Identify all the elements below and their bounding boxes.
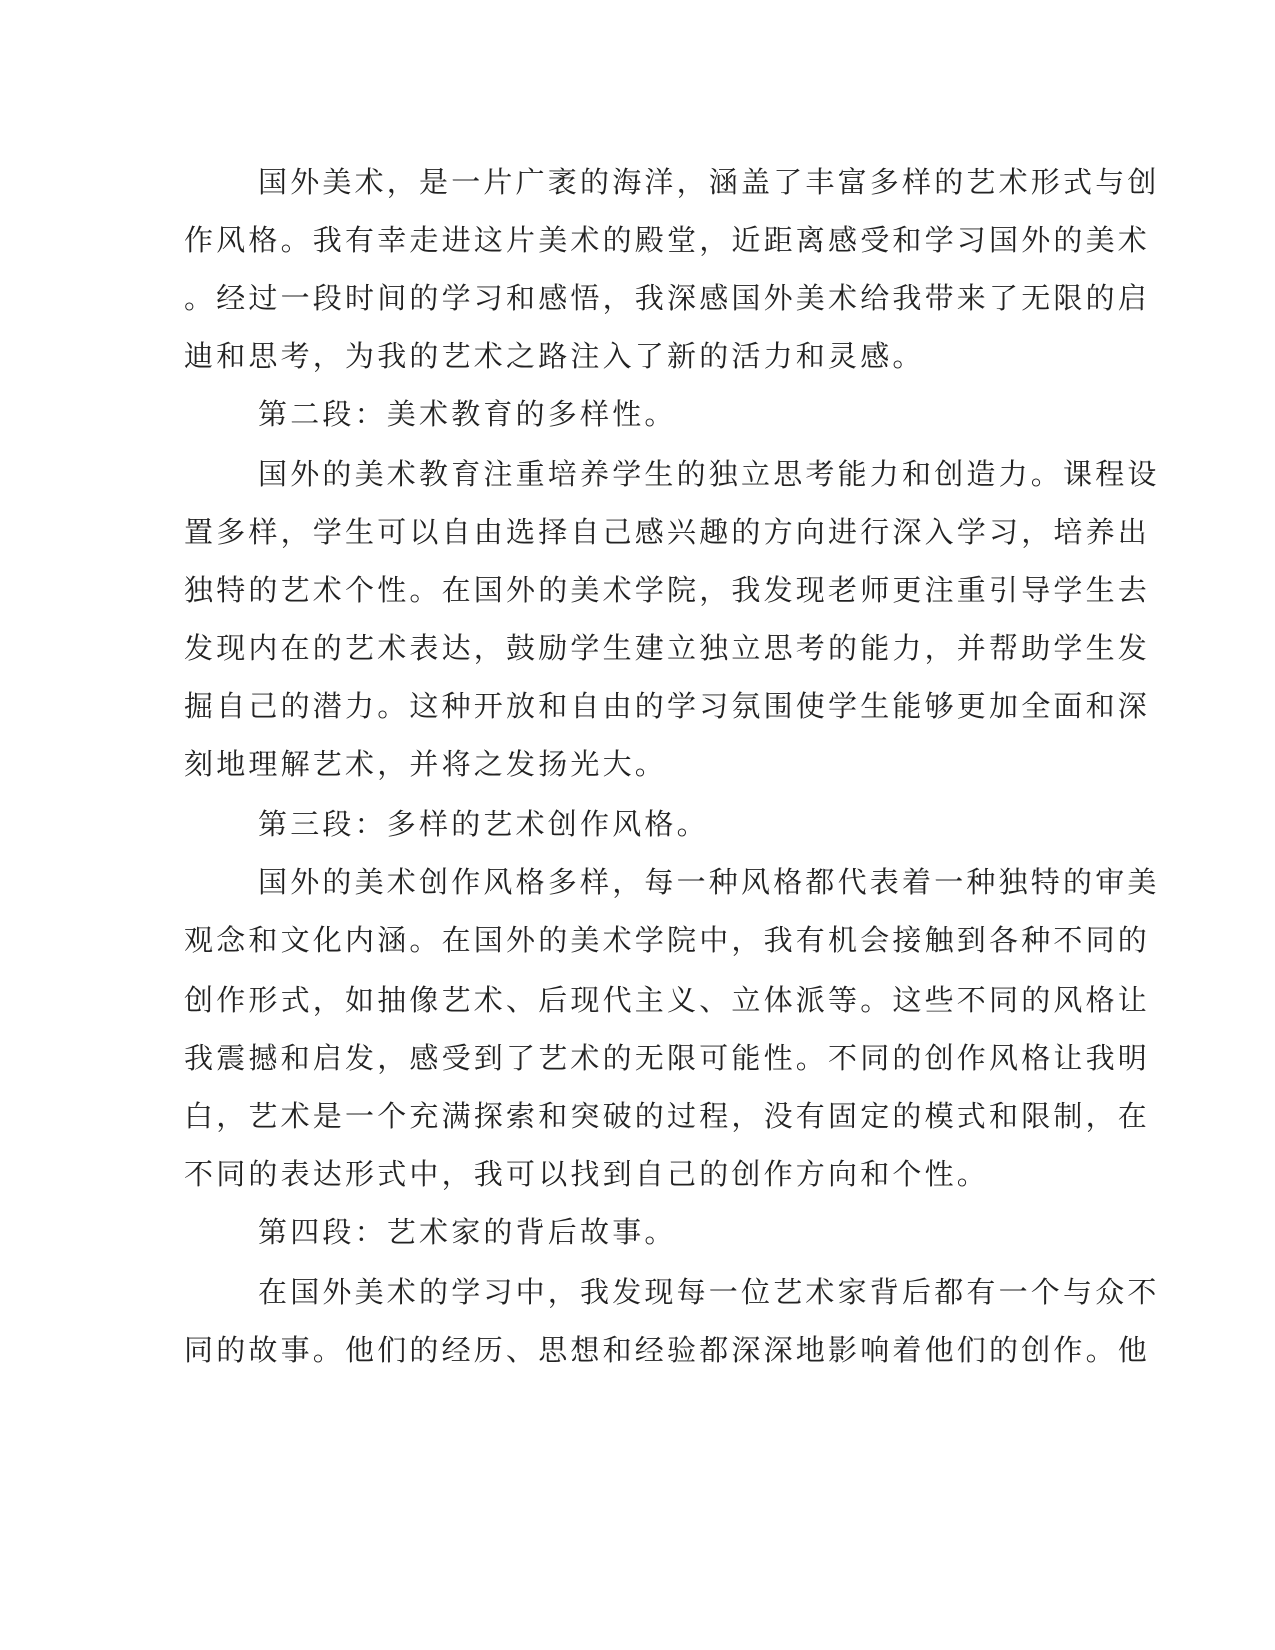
paragraph-2-line-1: 国外的美术教育注重培养学生的独立思考能力和创造力。课程设 [258,457,1160,491]
paragraph-2-line-3: 独特的艺术个性。在国外的美术学院，我发现老师更注重引导学生去 [184,573,1151,607]
paragraph-intro-line-3: 。经过一段时间的学习和感悟，我深感国外美术给我带来了无限的启 [184,281,1151,315]
paragraph-3-line-3: 创作形式，如抽像艺术、后现代主义、立体派等。这些不同的风格让 [184,983,1151,1017]
paragraph-3-line-2: 观念和文化内涵。在国外的美术学院中，我有机会接触到各种不同的 [184,923,1151,957]
section-heading-4: 第四段：艺术家的背后故事。 [258,1215,677,1249]
section-heading-3: 第三段：多样的艺术创作风格。 [258,807,709,841]
paragraph-2-line-6: 刻地理解艺术，并将之发扬光大。 [184,747,668,781]
paragraph-intro-line-4: 迪和思考，为我的艺术之路注入了新的活力和灵感。 [184,339,925,373]
paragraph-3-line-6: 不同的表达形式中，我可以找到自己的创作方向和个性。 [184,1157,990,1191]
section-heading-2: 第二段：美术教育的多样性。 [258,397,677,431]
paragraph-2-line-2: 置多样，学生可以自由选择自己感兴趣的方向进行深入学习，培养出 [184,515,1151,549]
paragraph-3-line-5: 白，艺术是一个充满探索和突破的过程，没有固定的模式和限制，在 [184,1099,1151,1133]
paragraph-4-line-2: 同的故事。他们的经历、思想和经验都深深地影响着他们的创作。他 [184,1333,1151,1367]
paragraph-3-line-4: 我震撼和启发，感受到了艺术的无限可能性。不同的创作风格让我明 [184,1041,1151,1075]
paragraph-4-line-1: 在国外美术的学习中，我发现每一位艺术家背后都有一个与众不 [258,1275,1160,1309]
paragraph-3-line-1: 国外的美术创作风格多样，每一种风格都代表着一种独特的审美 [258,865,1160,899]
paragraph-intro-line-2: 作风格。我有幸走进这片美术的殿堂，近距离感受和学习国外的美术 [184,223,1151,257]
paragraph-2-line-4: 发现内在的艺术表达，鼓励学生建立独立思考的能力，并帮助学生发 [184,631,1151,665]
paragraph-2-line-5: 掘自己的潜力。这种开放和自由的学习氛围使学生能够更加全面和深 [184,689,1151,723]
paragraph-intro-line-1: 国外美术，是一片广袤的海洋，涵盖了丰富多样的艺术形式与创 [258,165,1160,199]
